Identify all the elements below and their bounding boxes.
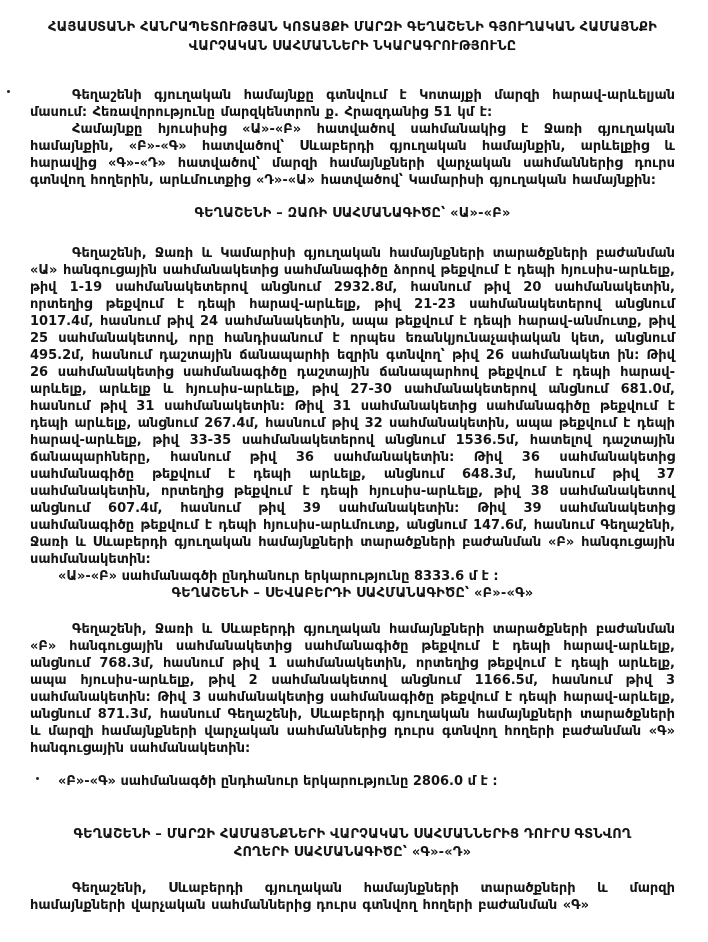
document-title-line-2: ՎԱՐՉԱԿԱՆ ՍԱՀՄԱՆՆԵՐԻ ՆԿԱՐԱԳՐՈՒԹՅՈՒՆԸ	[188, 39, 517, 54]
section-heading-gd	[30, 826, 675, 862]
section-heading-bg: ԳԵՂԱՇԵՆԻ – ՍԵՎԱԲԵՐԴԻ ՍԱՀՄԱՆԱԳԻԾԸ՝ «Բ»-«Գ»	[171, 586, 534, 601]
section-bg-total-length-line: «Բ»-«Գ» սահմանագծի ընդհանուր երկարությունը 2806.0 մ է :	[58, 774, 498, 789]
intro-location-paragraph: Գեղաշենի գյուղական համայնքը գտնվում է Կոտայքի մարզի հարավ-արևելյան մասում: Հեռավորությունը մարզկենտրոն ք. Հրազդանից 51 կմ է:	[30, 88, 675, 120]
document-title-line-1: ՀԱՅԱՍՏԱՆԻ ՀԱՆՐԱՊԵՏՈՒԹՅԱՆ ԿՈՏԱՅՔԻ ՄԱՐԶԻ ԳԵՂԱՇԵՆԻ ԳՅՈՒՂԱԿԱՆ ՀԱՄԱՅՆՔԻ	[47, 20, 658, 35]
section-heading-gd-line-2: ՀՈՂԵՐԻ ՍԱՀՄԱՆԱԳԻԾԸ՝ «Գ»-«Դ»	[233, 845, 472, 860]
document-title	[30, 18, 675, 56]
scan-artifact-dot	[36, 777, 39, 780]
section-ab-total-length-line: «Ա»-«Բ» սահմանագծի ընդհանուր երկարությունը 8333.6 մ է :	[58, 569, 499, 584]
section-ab-body-paragraph: Գեղաշենի, Ջառի և Կամարիսի գյուղական համայնքների տարածքների բաժանման «Ա» հանգուցային սահմանակետից սահմանագիծը ձորով թեքվում է դեպի հյուսիս-արևելք, թիվ 1-19 սահմանակետերով անցնում 2932.8մ, հասնում թիվ 20 սահմանակետին, որտեղից թեքվում է դեպի հարավ-արևելք, թիվ 21-23 սահմանակետերով անցնում 1017.4մ, հասնում թիվ 24 սահմանակետին, ապա թեքվում է դեպի հարավ-անմուտք, թիվ 25 սահմանակետով, որը հանդիսանում է որպես եռանկյունաչափական կետ, անցնում 495.2մ, հասնում դաշտային ճանապարհի եզրին գտնվող՝ թիվ 26 սահմանակետ ին: Թիվ 26 սահմանակետից սահմանագիծը դաշտային ճանապարհով թեքվում է դեպի հարավ-արևելք, արևելք և հյուսիս-արևելք, թիվ 27-30 սահմանակետերով անցնում 681.0մ, հասնում թիվ 31 սահմանակետին: Թիվ 31 սահմանակետից սահմանագիծը թեքվում է դեպի արևելք, անցնում 267.4մ, հասնում թիվ 32 սահմանակետին, ապա թեքվում է դեպի հարավ-արևելք, թիվ 33-35 սահմանակետերով անցնում 1536.5մ, հատելով դաշտային ճանապարհները, հասնում թիվ 36 սահմանակետին: Թիվ 36 սահմանակետից սահմանագիծը թեքվում է դեպի արևելք, անցնում 648.3մ, հասնում թիվ 37 սահմանակետին, որտեղից թեքվում է դեպի հյուսիս-արևելք, թիվ 38 սահմանակետով անցնում 607.4մ, հասնում թիվ 39 սահմանակետին: Թիվ 39 սահմանակետից սահմանագիծը թեքվում է դեպի հյուսիս-արևմուտք, անցնում 147.6մ, հասնում Գեղաշենի, Ջառի և Սևաբերդի գյուղական համայնքների տարածքների բաժանման «Բ» հանգուցային սահմանակետին:	[30, 246, 675, 567]
section-bg-body-paragraph: Գեղաշենի, Ջառի և Սևաբերդի գյուղական համայնքների տարածքների բաժանման «Բ» հանգուցային սահմանակետից սահմանագիծը թեքվում է դեպի հարավ-արևելք, անցնում 768.3մ, հասնում թիվ 1 սահմանակետին, որտեղից թեքվում է դեպի արևելք, ապա հյուսիս-արևելք, թիվ 2 սահմանակետով անցնում 1166.5մ, հասնում թիվ 3 սահմանակետին: Թիվ 3 սահմանակետից սահմանագիծը թեքվում է դեպի հարավ-արևելք, անցնում 871.3մ, հասնում Գեղաշենի, Սևաբերդի գյուղական համայնքների տարածքների և մարզի համայնքների վարչական սահմաններից դուրս գտնվող հողերի բաժանման «Գ» հանգուցային սահմանակետին:	[30, 622, 675, 756]
section-heading-gd-line-1: ԳԵՂԱՇԵՆԻ – ՄԱՐԶԻ ՀԱՄԱՅՆՔՆԵՐԻ ՎԱՐՉԱԿԱՆ ՍԱՀՄԱՆՆԵՐԻՑ ԴՈՒՐՍ ԳՏՆՎՈՂ	[73, 827, 632, 842]
section-gd-body-paragraph: Գեղաշենի, Սևաբերդի գյուղական համայնքների տարածքների և մարզի համայնքների վարչական սահմաններից դուրս գտնվող հողերի բաժանման «Գ»	[30, 881, 675, 913]
scan-artifact-dot	[7, 90, 10, 93]
intro-borders-paragraph: Համայնքը հյուսիսից «Ա»-«Բ» հատվածով սահմանակից է Ջառի գյուղական համայնքին, «Բ»-«Գ» հատվածով՝ Սևաբերդի գյուղական համայնքին, արևելքից և հարավից «Գ»-«Դ» հատվածով՝ մարզի համայնքների վարչական սահմաններից դուրս գտնվող հողերին, արևմուտքից «Դ»-«Ա» հատվածով՝ Կամարիսի գյուղական համայնքին:	[30, 122, 675, 188]
section-heading-ab: ԳԵՂԱՇԵՆԻ – ԶԱՌԻ ՍԱՀՄԱՆԱԳԻԾԸ՝ «Ա»-«Բ»	[194, 206, 511, 221]
